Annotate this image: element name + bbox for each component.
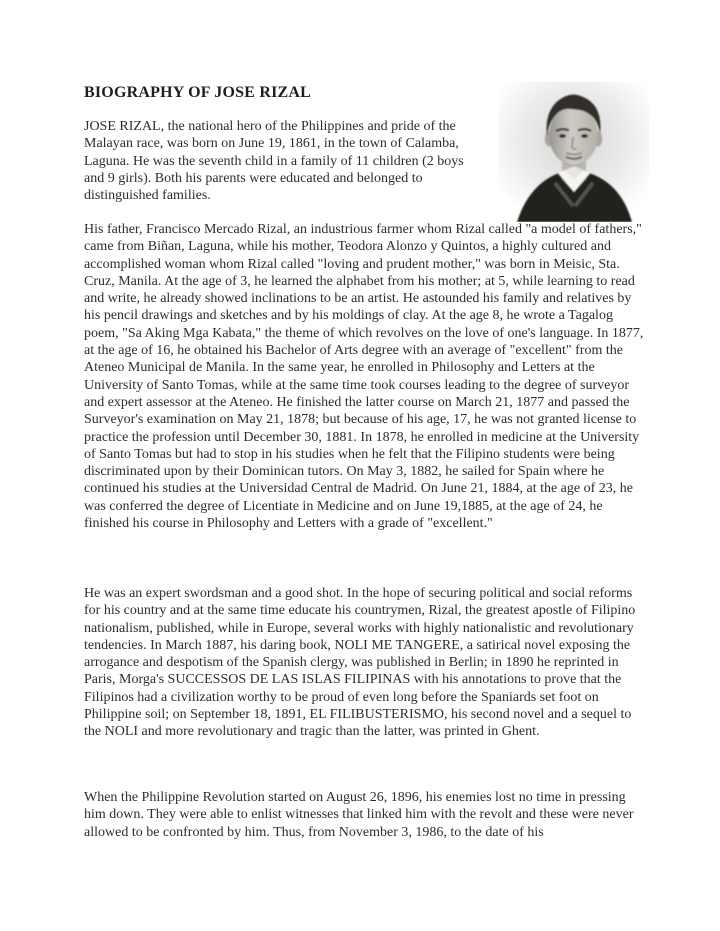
paragraph-revolution: When the Philippine Revolution started on August 26, 1896, his enemies lost no time in pressing him down. They were able to enlist witnesses that linked him with the revolt and these were never allowed to be confronted by him. Thus, from November 3, 1986, to the date of his: [84, 790, 634, 840]
page-title: BIOGRAPHY OF JOSE RIZAL: [84, 84, 311, 101]
paragraph-intro: JOSE RIZAL, the national hero of the Philippines and pride of the Malayan race, was born on June 19, 1861, in the town of Calamba, Laguna. He was the seventh child in a family of 11 children (2 boys and 9 girls). Both his parents were educated and belonged to distinguished families.: [84, 119, 464, 204]
paragraph-family-education: His father, Francisco Mercado Rizal, an industrious farmer whom Rizal called "a model of fathers," came from Biñan, Laguna, while his mother, Teodora Alonzo y Quintos, a highly cultured and accomplished woman whom Rizal called "loving and prudent mother," was born in Meisic, Sta. Cruz, Manila. At the age of 3, he learned the alphabet from his mother; at 5, while learning to read and write, he already showed inclinations to be an artist. He astounded his family and relatives by his pencil drawings and sketches and by his moldings of clay. At the age 8, he wrote a Tagalog poem, "Sa Aking Mga Kabata," the theme of which revolves on the love of one's language. In 1877, at the age of 16, he obtained his Bachelor of Arts degree with an average of "excellent" from the Ateneo Municipal de Manila. In the same year, he enrolled in Philosophy and Letters at the University of Santo Tomas, while at the same time took courses leading to the degree of surveyor and expert assessor at the Ateneo. He finished the latter course on March 21, 1877 and passed the Surveyor's examination on May 21, 1878; but because of his age, 17, he was not granted license to practice the profession until December 30, 1881. In 1878, he enrolled in medicine at the University of Santo Tomas but had to stop in his studies when he felt that the Filipino students were being discriminated upon by their Dominican tutors. On May 3, 1882, he sailed for Spain where he continued his studies at the Universidad Central de Madrid. On June 21, 1884, at the age of 23, he was conferred the degree of Licentiate in Medicine and on June 19,1885, at the age of 24, he finished his course in Philosophy and Letters with a grade of "excellent.": [84, 222, 644, 532]
paragraph-works-novels: He was an expert swordsman and a good shot. In the hope of securing political and social reforms for his country and at the same time educate his countrymen, Rizal, the greatest apostle of Filipino nationalism, published, while in Europe, several works with highly nationalistic and revolutionary tendencies. In March 1887, his daring book, NOLI ME TANGERE, a satirical novel exposing the arrogance and despotism of the Spanish clergy, was published in Berlin; in 1890 he reprinted in Paris, Morga's SUCCESSOS DE LAS ISLAS FILIPINAS with his annotations to prove that the Filipinos had a civilization worthy to be proud of even long before the Spaniards set foot on Philippine soil; on September 18, 1891, EL FILIBUSTERISMO, his second novel and a sequel to the NOLI and more revolutionary and tragic than the latter, was printed in Ghent.: [84, 586, 636, 740]
portrait-photo-graphic: [499, 82, 649, 222]
rizal-portrait-image: [499, 82, 649, 222]
